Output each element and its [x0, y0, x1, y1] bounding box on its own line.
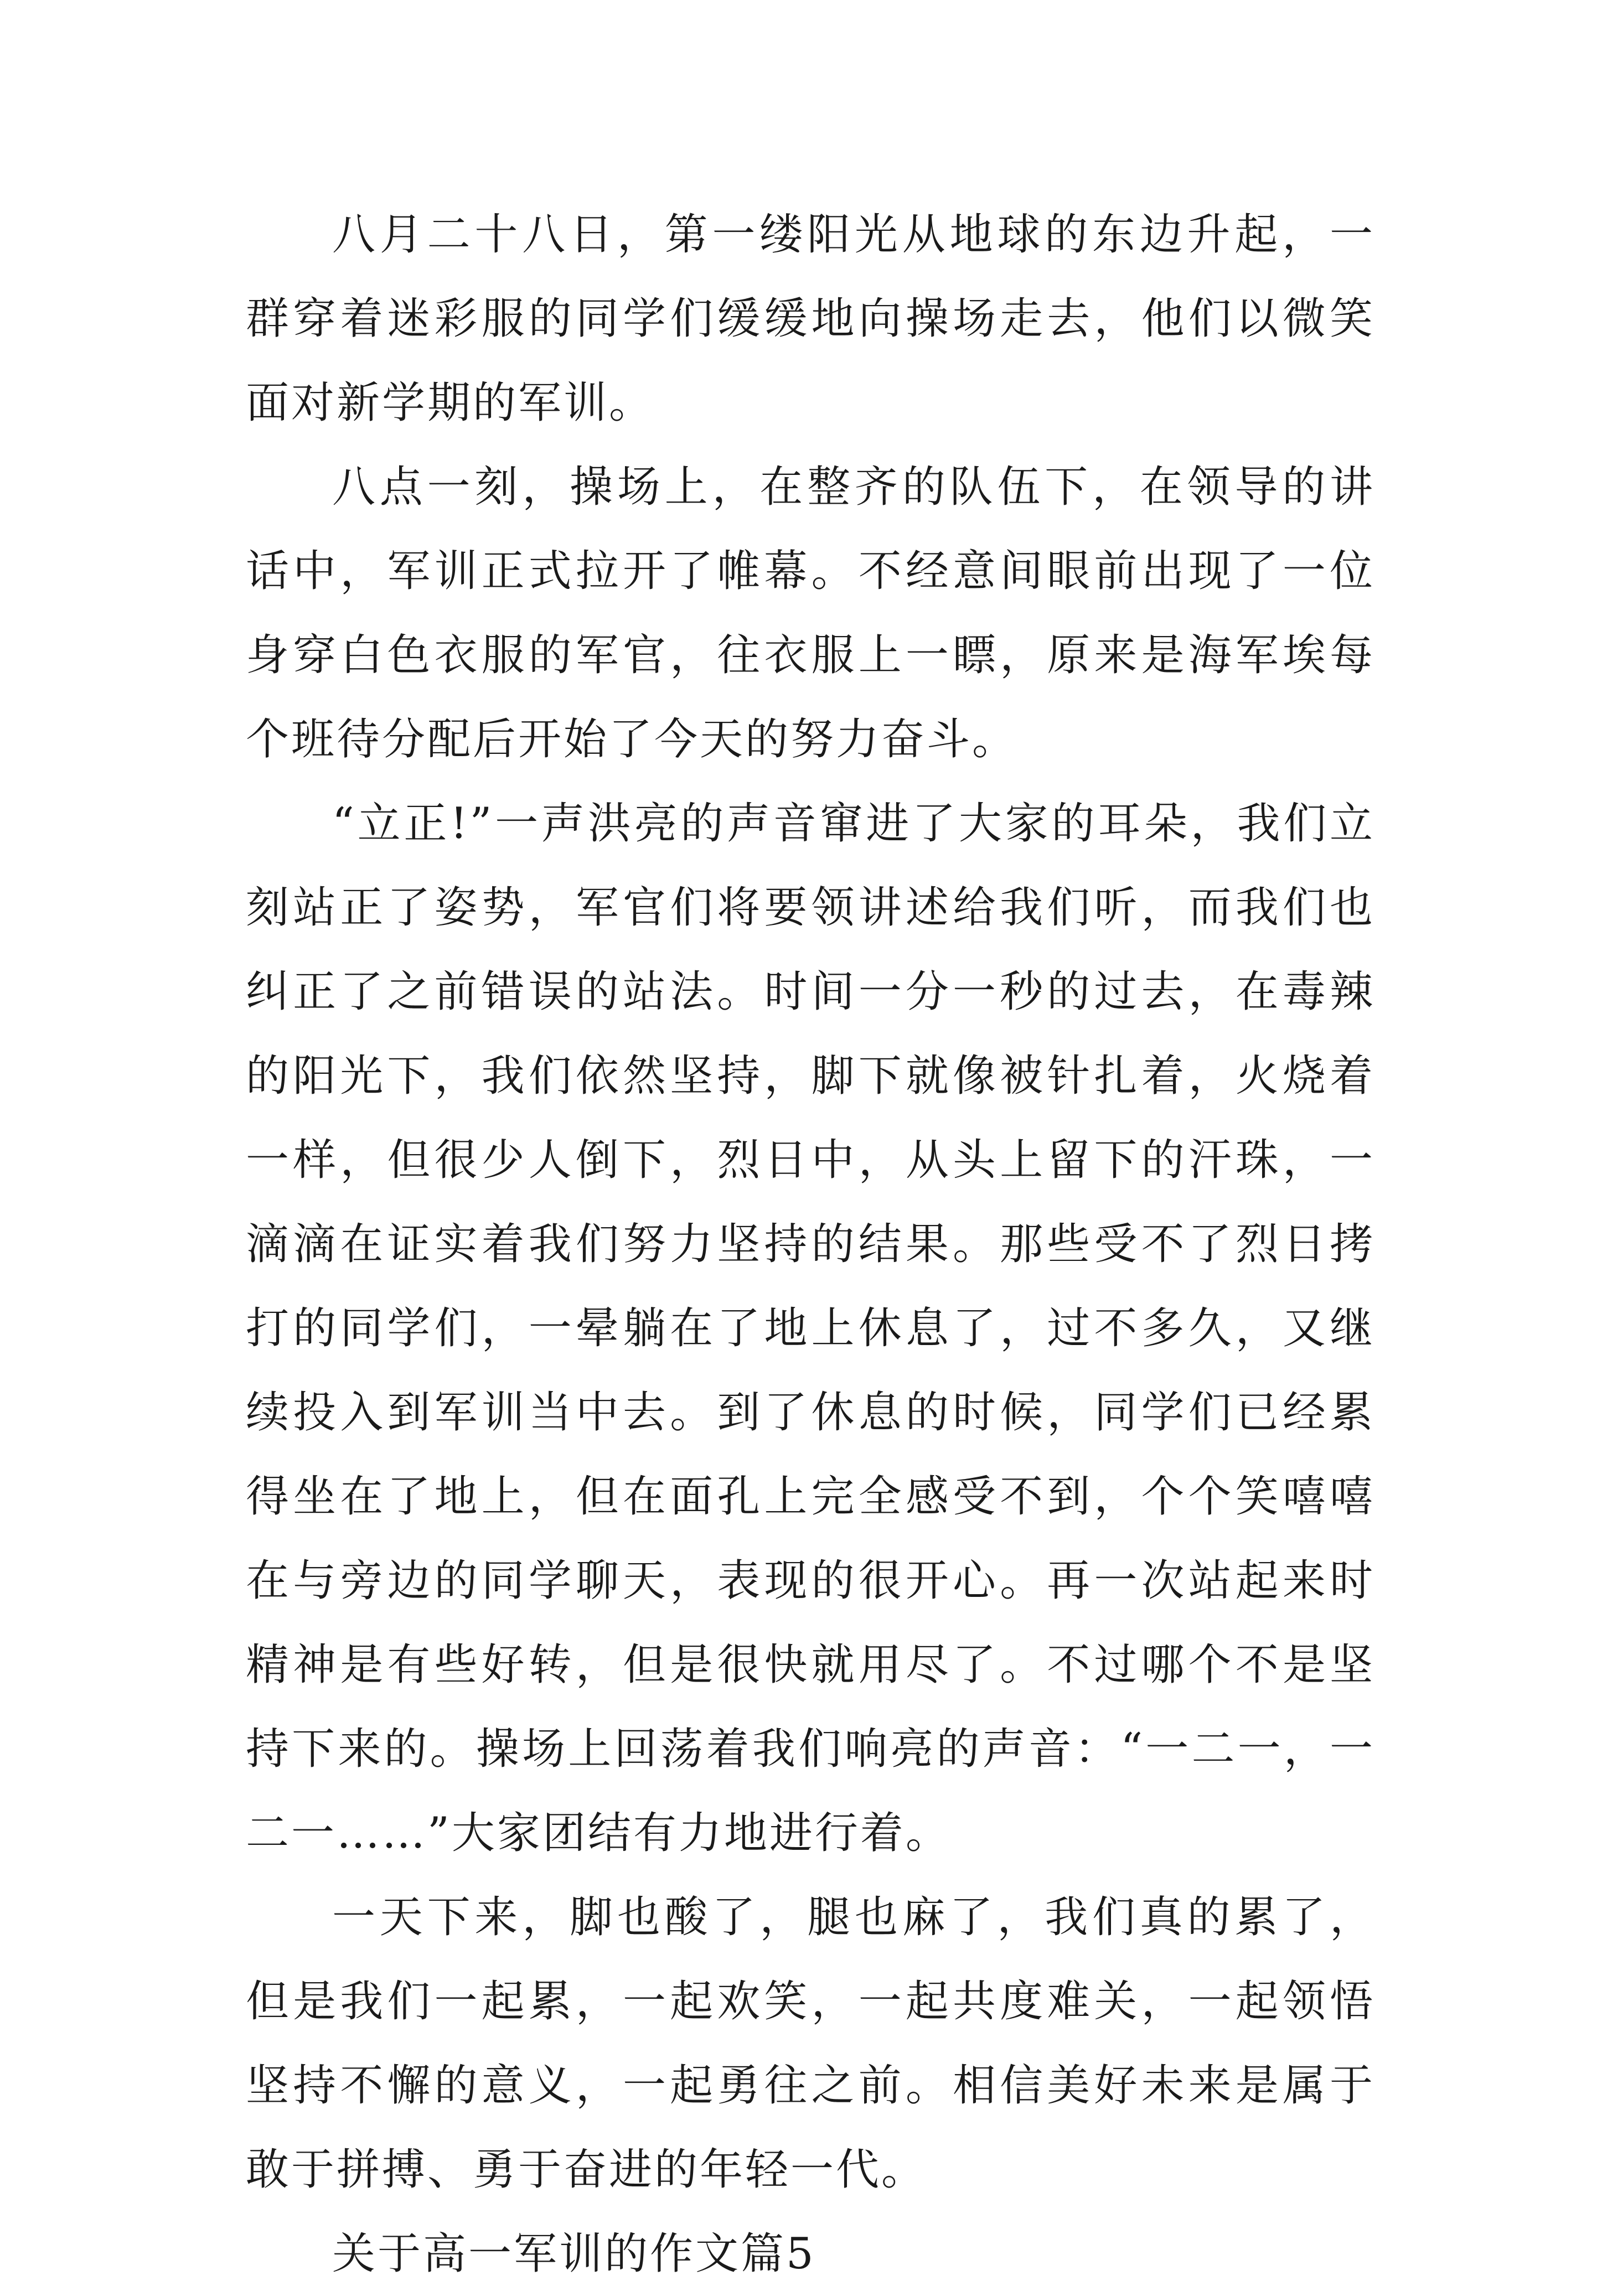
- section-heading: 关于高一军训的作文篇5: [332, 2229, 816, 2279]
- paragraph-1: 八月二十八日，第一缕阳光从地球的东边升起，一群穿着迷彩服的同学们缓缓地向操场走去，他们以微笑面对新学期的军训。: [246, 210, 1375, 428]
- paragraph-2: 八点一刻，操场上，在整齐的队伍下，在领导的讲话中，军训正式拉开了帷幕。不经意间眼前出现了一位身穿白色衣服的军官，往衣服上一瞟，原来是海军埃每个班待分配后开始了今天的努力奋斗。: [246, 462, 1375, 764]
- document-body: [246, 193, 1375, 2296]
- paragraph-3: “立正!”一声洪亮的声音窜进了大家的耳朵，我们立刻站正了姿势，军官们将要领讲述给我们听，而我们也纠正了之前错误的站法。时间一分一秒的过去，在毒辣的阳光下，我们依然坚持，脚下就像被针扎着，火烧着一样，但很少人倒下，烈日中，从头上留下的汗珠，一滴滴在证实着我们努力坚持的结果。那些受不了烈日拷打的同学们，一晕躺在了地上休息了，过不多久，又继续投入到军训当中去。到了休息的时候，同学们已经累得坐在了地上，但在面孔上完全感受不到，个个笑嘻嘻在与旁边的同学聊天，表现的很开心。再一次站起来时精神是有些好转，但是很快就用尽了。不过哪个不是坚持下来的。操场上回荡着我们响亮的声音：“一二一，一二一……”大家团结有力地进行着。: [246, 799, 1375, 1858]
- paragraph-4: 一天下来，脚也酸了，腿也麻了，我们真的累了，但是我们一起累，一起欢笑，一起共度难关，一起领悟坚持不懈的意义，一起勇往之前。相信美好未来是属于敢于拼搏、勇于奋进的年轻一代。: [246, 1892, 1375, 2195]
